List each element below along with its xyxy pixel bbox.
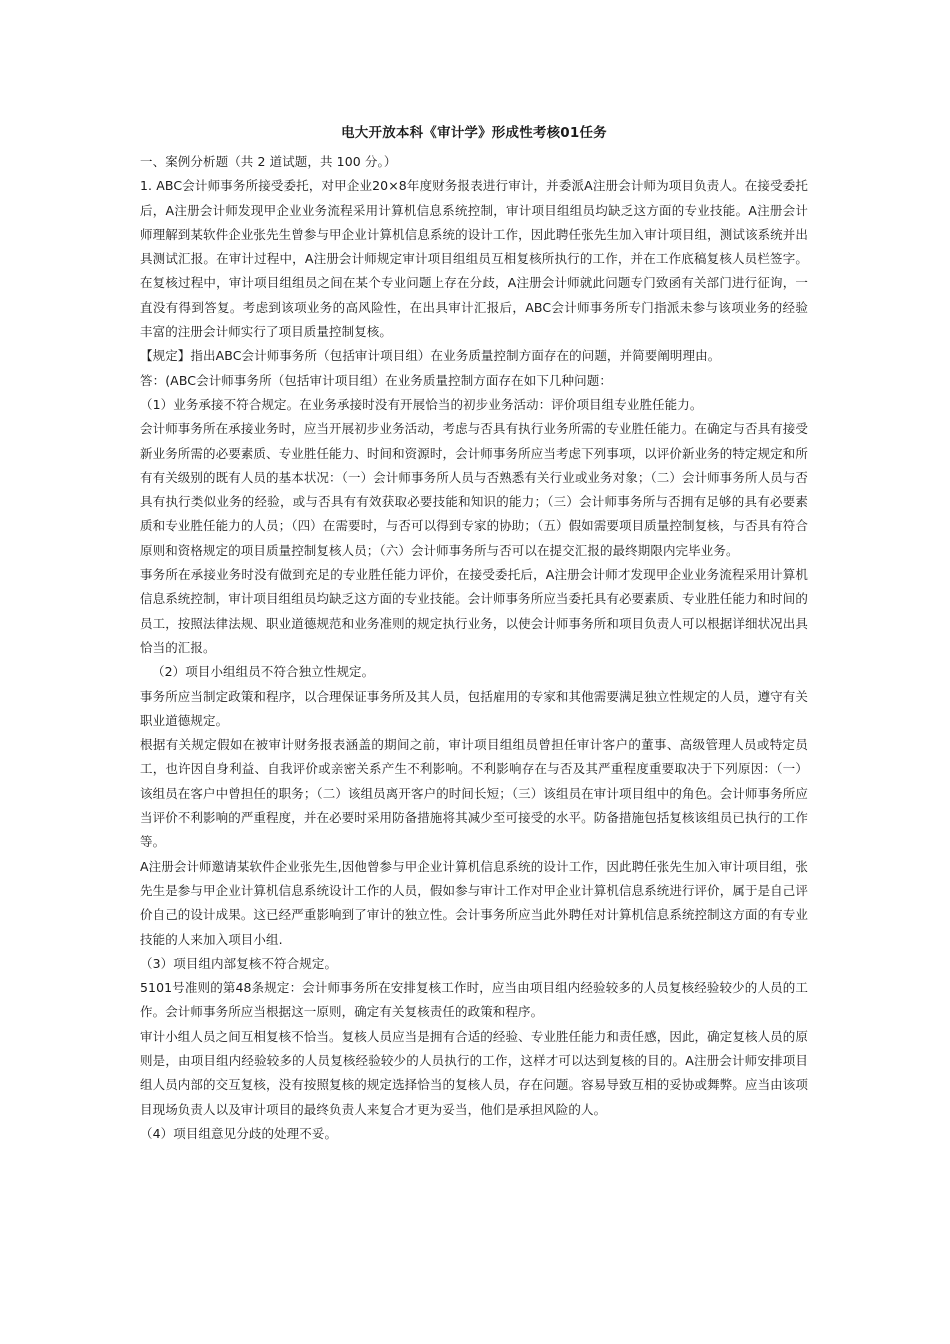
document-body	[140, 150, 808, 1146]
paragraph: 答：(ABC会计师事务所（包括审计项目组）在业务质量控制方面存在如下几种问题：	[140, 372, 612, 388]
document-title: 电大开放本科《审计学》形成性考核01任务	[341, 125, 607, 141]
paragraph: 会计师事务所在承接业务时，应当开展初步业务活动，考虑与否具有执行业务所需的专业胜任能力。在确定与否具有接受新业务所需的必要素质、专业胜任能力、时间和资源时，会计师事务所应当考虑下列事项，以评价新业务的特定规定和所有有关级别的既有人员的基本状况：（一）会计师事务所人员与否熟悉有关行业或业务对象；（二）会计师事务所人员与否具有执行类似业务的经验，或与否具有有效获取必要技能和知识的能力；（三）会计师事务所与否拥有足够的具有必要素质和专业胜任能力的人员；（四）在需要时，与否可以得到专家的协助；（五）假如需要项目质量控制复核，与否具有符合原则和资格规定的项目质量控制复核人员；（六）会计师事务所与否可以在提交汇报的最终期限内完毕业务。	[140, 421, 808, 558]
paragraph: A注册会计师邀请某软件企业张先生,因他曾参与甲企业计算机信息系统的设计工作，因此聘任张先生加入审计项目组，张先生是参与甲企业计算机信息系统设计工作的人员，假如参与审计工作对甲企业计算机信息系统进行评价，属于是自己评价自己的设计成果。这已经严重影响到了审计的独立性。会计事务所应当此外聘任对计算机信息系统控制这方面的有专业技能的人来加入项目小组.	[140, 858, 808, 947]
paragraph: 审计小组人员之间互相复核不恰当。复核人员应当是拥有合适的经验、专业胜任能力和责任感，因此，确定复核人员的原则是，由项目组内经验较多的人员复核经验较少的人员执行的工作，这样才可以达到复核的目的。A注册会计师安排项目组人员内部的交互复核，没有按照复核的规定选择恰当的复核人员，存在问题。容易导致互相的妥协或舞弊。应当由该项目现场负责人以及审计项目的最终负责人来复合才更为妥当，他们是承担风险的人。	[140, 1028, 808, 1117]
paragraph: （3）项目组内部复核不符合规定。	[140, 955, 338, 971]
paragraph: （4）项目组意见分歧的处理不妥。	[140, 1125, 338, 1141]
paragraph: 一、案例分析题（共 2 道试题，共 100 分。）	[140, 154, 397, 169]
paragraph: 事务所在承接业务时没有做到充足的专业胜任能力评价，在接受委托后，A注册会计师才发现甲企业业务流程采用计算机信息系统控制，审计项目组组员均缺乏这方面的专业技能。会计师事务所应当委托具有必要素质、专业胜任能力和时间的员工，按照法律法规、职业道德规范和业务准则的规定执行业务，以使会计师事务所和项目负责人可以根据详细状况出具恰当的汇报。	[140, 567, 808, 655]
paragraph: 【规定】指出ABC会计师事务所（包括审计项目组）在业务质量控制方面存在的问题，并简要阐明理由。	[140, 348, 721, 364]
paragraph: （2）项目小组组员不符合独立性规定。	[152, 664, 375, 680]
paragraph: 事务所应当制定政策和程序，以合理保证事务所及其人员，包括雇用的专家和其他需要满足独立性规定的人员，遵守有关职业道德规定。	[140, 688, 808, 728]
paragraph: 5101号准则的第48条规定：会计师事务所在安排复核工作时，应当由项目组内经验较多的人员复核经验较少的人员的工作。会计师事务所应当根据这一原则，确定有关复核责任的政策和程序。	[140, 980, 808, 1020]
document-page	[140, 122, 808, 1146]
paragraph: 1. ABC会计师事务所接受委托，对甲企业20×8年度财务报表进行审计，并委派A注册会计师为项目负责人。在接受委托后，A注册会计师发现甲企业业务流程采用计算机信息系统控制，审计项目组组员均缺乏这方面的专业技能。A注册会计师理解到某软件企业张先生曾参与甲企业计算机信息系统的设计工作，因此聘任张先生加入审计项目组，测试该系统并出具测试汇报。在审计过程中，A注册会计师规定审计项目组组员互相复核所执行的工作，并在工作底稿复核人员栏签字。在复核过程中，审计项目组组员之间在某个专业问题上存在分歧，A注册会计师就此问题专门致函有关部门进行征询，一直没有得到答复。考虑到该项业务的高风险性，在出具审计汇报后，ABC会计师事务所专门指派未参与该项业务的经验丰富的注册会计师实行了项目质量控制复核。	[140, 178, 808, 340]
paragraph: （1）业务承接不符合规定。在业务承接时没有开展恰当的初步业务活动：评价项目组专业胜任能力。	[140, 396, 703, 412]
paragraph: 根据有关规定假如在被审计财务报表涵盖的期间之前，审计项目组组员曾担任审计客户的董事、高级管理人员或特定员工，也许因自身利益、自我评价或亲密关系产生不利影响。不利影响存在与否及其严重程度重要取决于下列原因：（一）该组员在客户中曾担任的职务；（二）该组员离开客户的时间长短；（三）该组员在审计项目组中的角色。会计师事务所应当评价不利影响的严重程度，并在必要时采用防备措施将其减少至可接受的水平。防备措施包括复核该组员已执行的工作等。	[140, 737, 808, 850]
